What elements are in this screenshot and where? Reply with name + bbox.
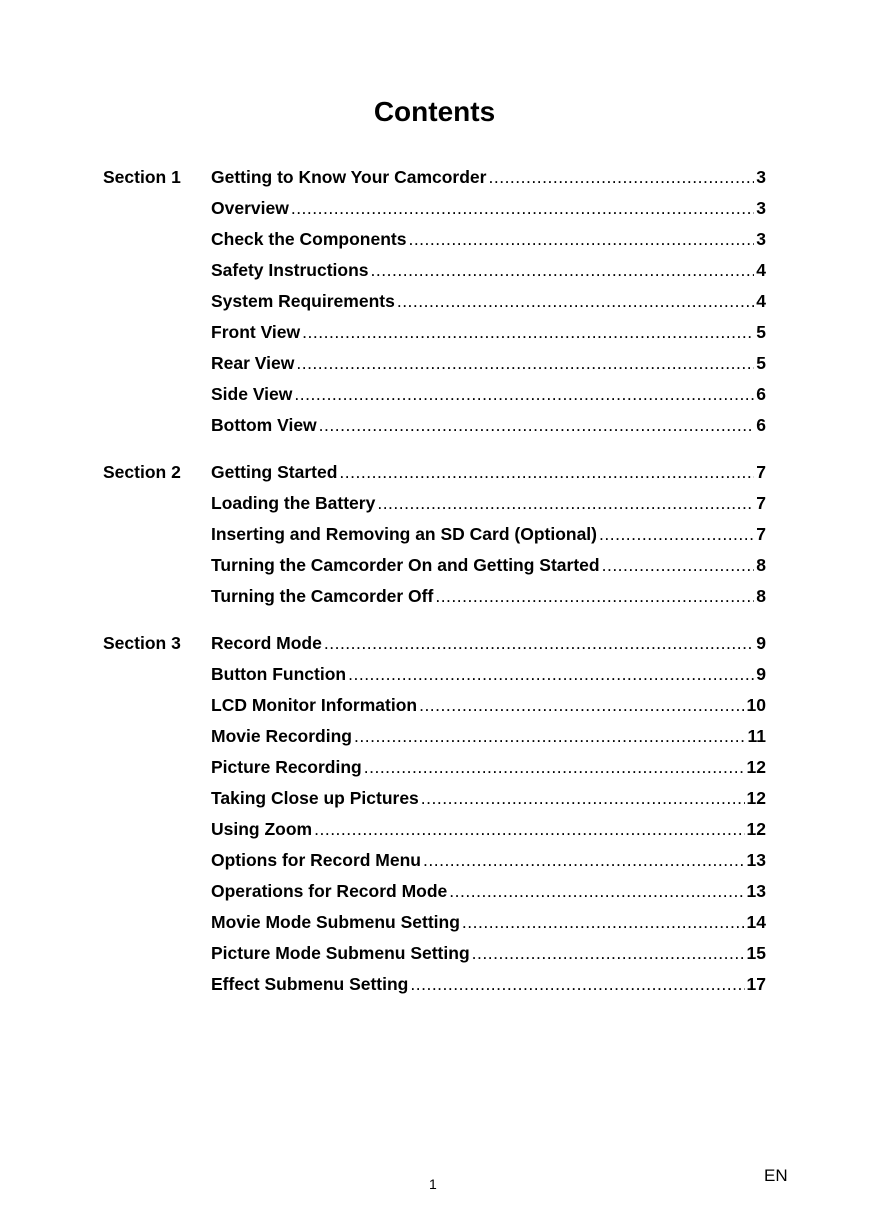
toc-entry-title: Picture Recording [211,757,362,777]
toc-entry-page: 3 [756,167,766,187]
toc-entry[interactable] [211,814,766,845]
toc-entry-title: Check the Components [211,229,407,249]
toc-entry-title: Using Zoom [211,819,313,839]
toc-entry[interactable] [211,286,766,317]
toc-entry[interactable] [211,628,766,659]
toc-entry-title: Turning the Camcorder Off [211,586,434,606]
toc-section [103,162,766,441]
page-title: Contents [373,95,496,127]
dot-leader [348,659,754,690]
toc-entry-title: Movie Mode Submenu Setting [211,912,460,932]
toc-section [103,628,766,1000]
toc-entry[interactable] [211,488,766,519]
dot-leader [354,721,746,752]
toc-entry[interactable] [211,162,766,193]
section-label: Section 3 [103,633,181,653]
toc-entry-title: Overview [211,198,289,218]
toc-entry-page: 12 [746,788,766,808]
dot-leader [324,628,754,659]
toc-entry-page: 8 [756,555,766,575]
toc-entry-page: 6 [756,384,766,404]
toc-entry-page: 4 [756,291,766,311]
toc-entry[interactable] [211,845,766,876]
toc-entries [211,457,766,612]
dot-leader [371,255,755,286]
toc-entry-page: 10 [746,695,766,715]
toc-entry-page: 9 [756,633,766,653]
toc-entry[interactable] [211,519,766,550]
toc-entry-page: 12 [746,819,766,839]
toc-entry[interactable] [211,410,766,441]
dot-leader [449,876,744,907]
section-label: Section 2 [103,462,181,482]
dot-leader [599,519,754,550]
toc-entry[interactable] [211,783,766,814]
toc-entry-title: Safety Instructions [211,260,369,280]
toc-entry[interactable] [211,659,766,690]
toc-entry[interactable] [211,581,766,612]
dot-leader [419,690,744,721]
toc-entry-title: Turning the Camcorder On and Getting Started [211,555,600,575]
toc-entry[interactable] [211,907,766,938]
dot-leader [291,193,754,224]
dot-leader [472,938,745,969]
toc-entry[interactable] [211,938,766,969]
toc-entry-page: 11 [747,726,766,746]
toc-entry[interactable] [211,690,766,721]
toc-entry-title: Options for Record Menu [211,850,421,870]
toc-entry-title: Rear View [211,353,295,373]
dot-leader [462,907,745,938]
toc-entry-page: 5 [756,353,766,373]
toc-entry[interactable] [211,379,766,410]
dot-leader [339,457,754,488]
dot-leader [410,969,744,1000]
dot-leader [488,162,754,193]
toc-entry[interactable] [211,224,766,255]
toc-entries [211,162,766,441]
dot-leader [314,814,744,845]
toc-entry-title: Inserting and Removing an SD Card (Optional) [211,524,597,544]
dot-leader [421,783,745,814]
toc-entry-title: Front View [211,322,301,342]
dot-leader [423,845,745,876]
dot-leader [377,488,754,519]
toc-entry[interactable] [211,969,766,1000]
toc-entry-title: Movie Recording [211,726,352,746]
toc-entry[interactable] [211,255,766,286]
toc-entry-page: 6 [756,415,766,435]
toc-entry-page: 8 [756,586,766,606]
toc-entry-page: 3 [756,198,766,218]
toc-entry-title: Loading the Battery [211,493,376,513]
dot-leader [296,348,754,379]
page-number: 1 [429,1176,437,1192]
toc-entry-page: 13 [746,881,766,901]
toc-entries [211,628,766,1000]
toc-entry-title: Button Function [211,664,347,684]
toc-entry-title: Taking Close up Pictures [211,788,419,808]
toc-entry-title: Picture Mode Submenu Setting [211,943,470,963]
toc-entry-title: Side View [211,384,293,404]
toc-entry-title: Getting Started [211,462,338,482]
toc-entry[interactable] [211,752,766,783]
dot-leader [302,317,754,348]
toc-entry[interactable] [211,348,766,379]
toc-entry-page: 15 [746,943,766,963]
toc-entry-page: 17 [746,974,766,994]
toc-entry-title: Operations for Record Mode [211,881,448,901]
toc-entry-page: 7 [756,462,766,482]
toc-entry-page: 12 [746,757,766,777]
dot-leader [294,379,754,410]
toc-entry-title: Record Mode [211,633,322,653]
toc-entry-page: 3 [756,229,766,249]
toc-entry-page: 9 [756,664,766,684]
toc-entry-title: Getting to Know Your Camcorder [211,167,487,187]
toc-entry-title: System Requirements [211,291,395,311]
dot-leader [408,224,754,255]
dot-leader [435,581,754,612]
toc-entry-page: 4 [756,260,766,280]
toc-entry-page: 14 [746,912,766,932]
toc-entry-page: 7 [756,493,766,513]
toc-entry[interactable] [211,876,766,907]
dot-leader [397,286,754,317]
toc-entry-title: Bottom View [211,415,317,435]
toc-section [103,457,766,612]
table-of-contents [103,162,766,1016]
section-label: Section 1 [103,167,181,187]
toc-entry[interactable] [211,193,766,224]
toc-entry-title: Effect Submenu Setting [211,974,409,994]
toc-entry-page: 5 [756,322,766,342]
toc-entry-page: 7 [756,524,766,544]
toc-entry[interactable] [211,317,766,348]
toc-entry[interactable] [211,721,766,752]
dot-leader [319,410,755,441]
toc-entry[interactable] [211,457,766,488]
language-tag: EN [764,1166,788,1185]
toc-entry[interactable] [211,550,766,581]
toc-entry-title: LCD Monitor Information [211,695,418,715]
dot-leader [364,752,745,783]
dot-leader [602,550,755,581]
toc-entry-page: 13 [746,850,766,870]
